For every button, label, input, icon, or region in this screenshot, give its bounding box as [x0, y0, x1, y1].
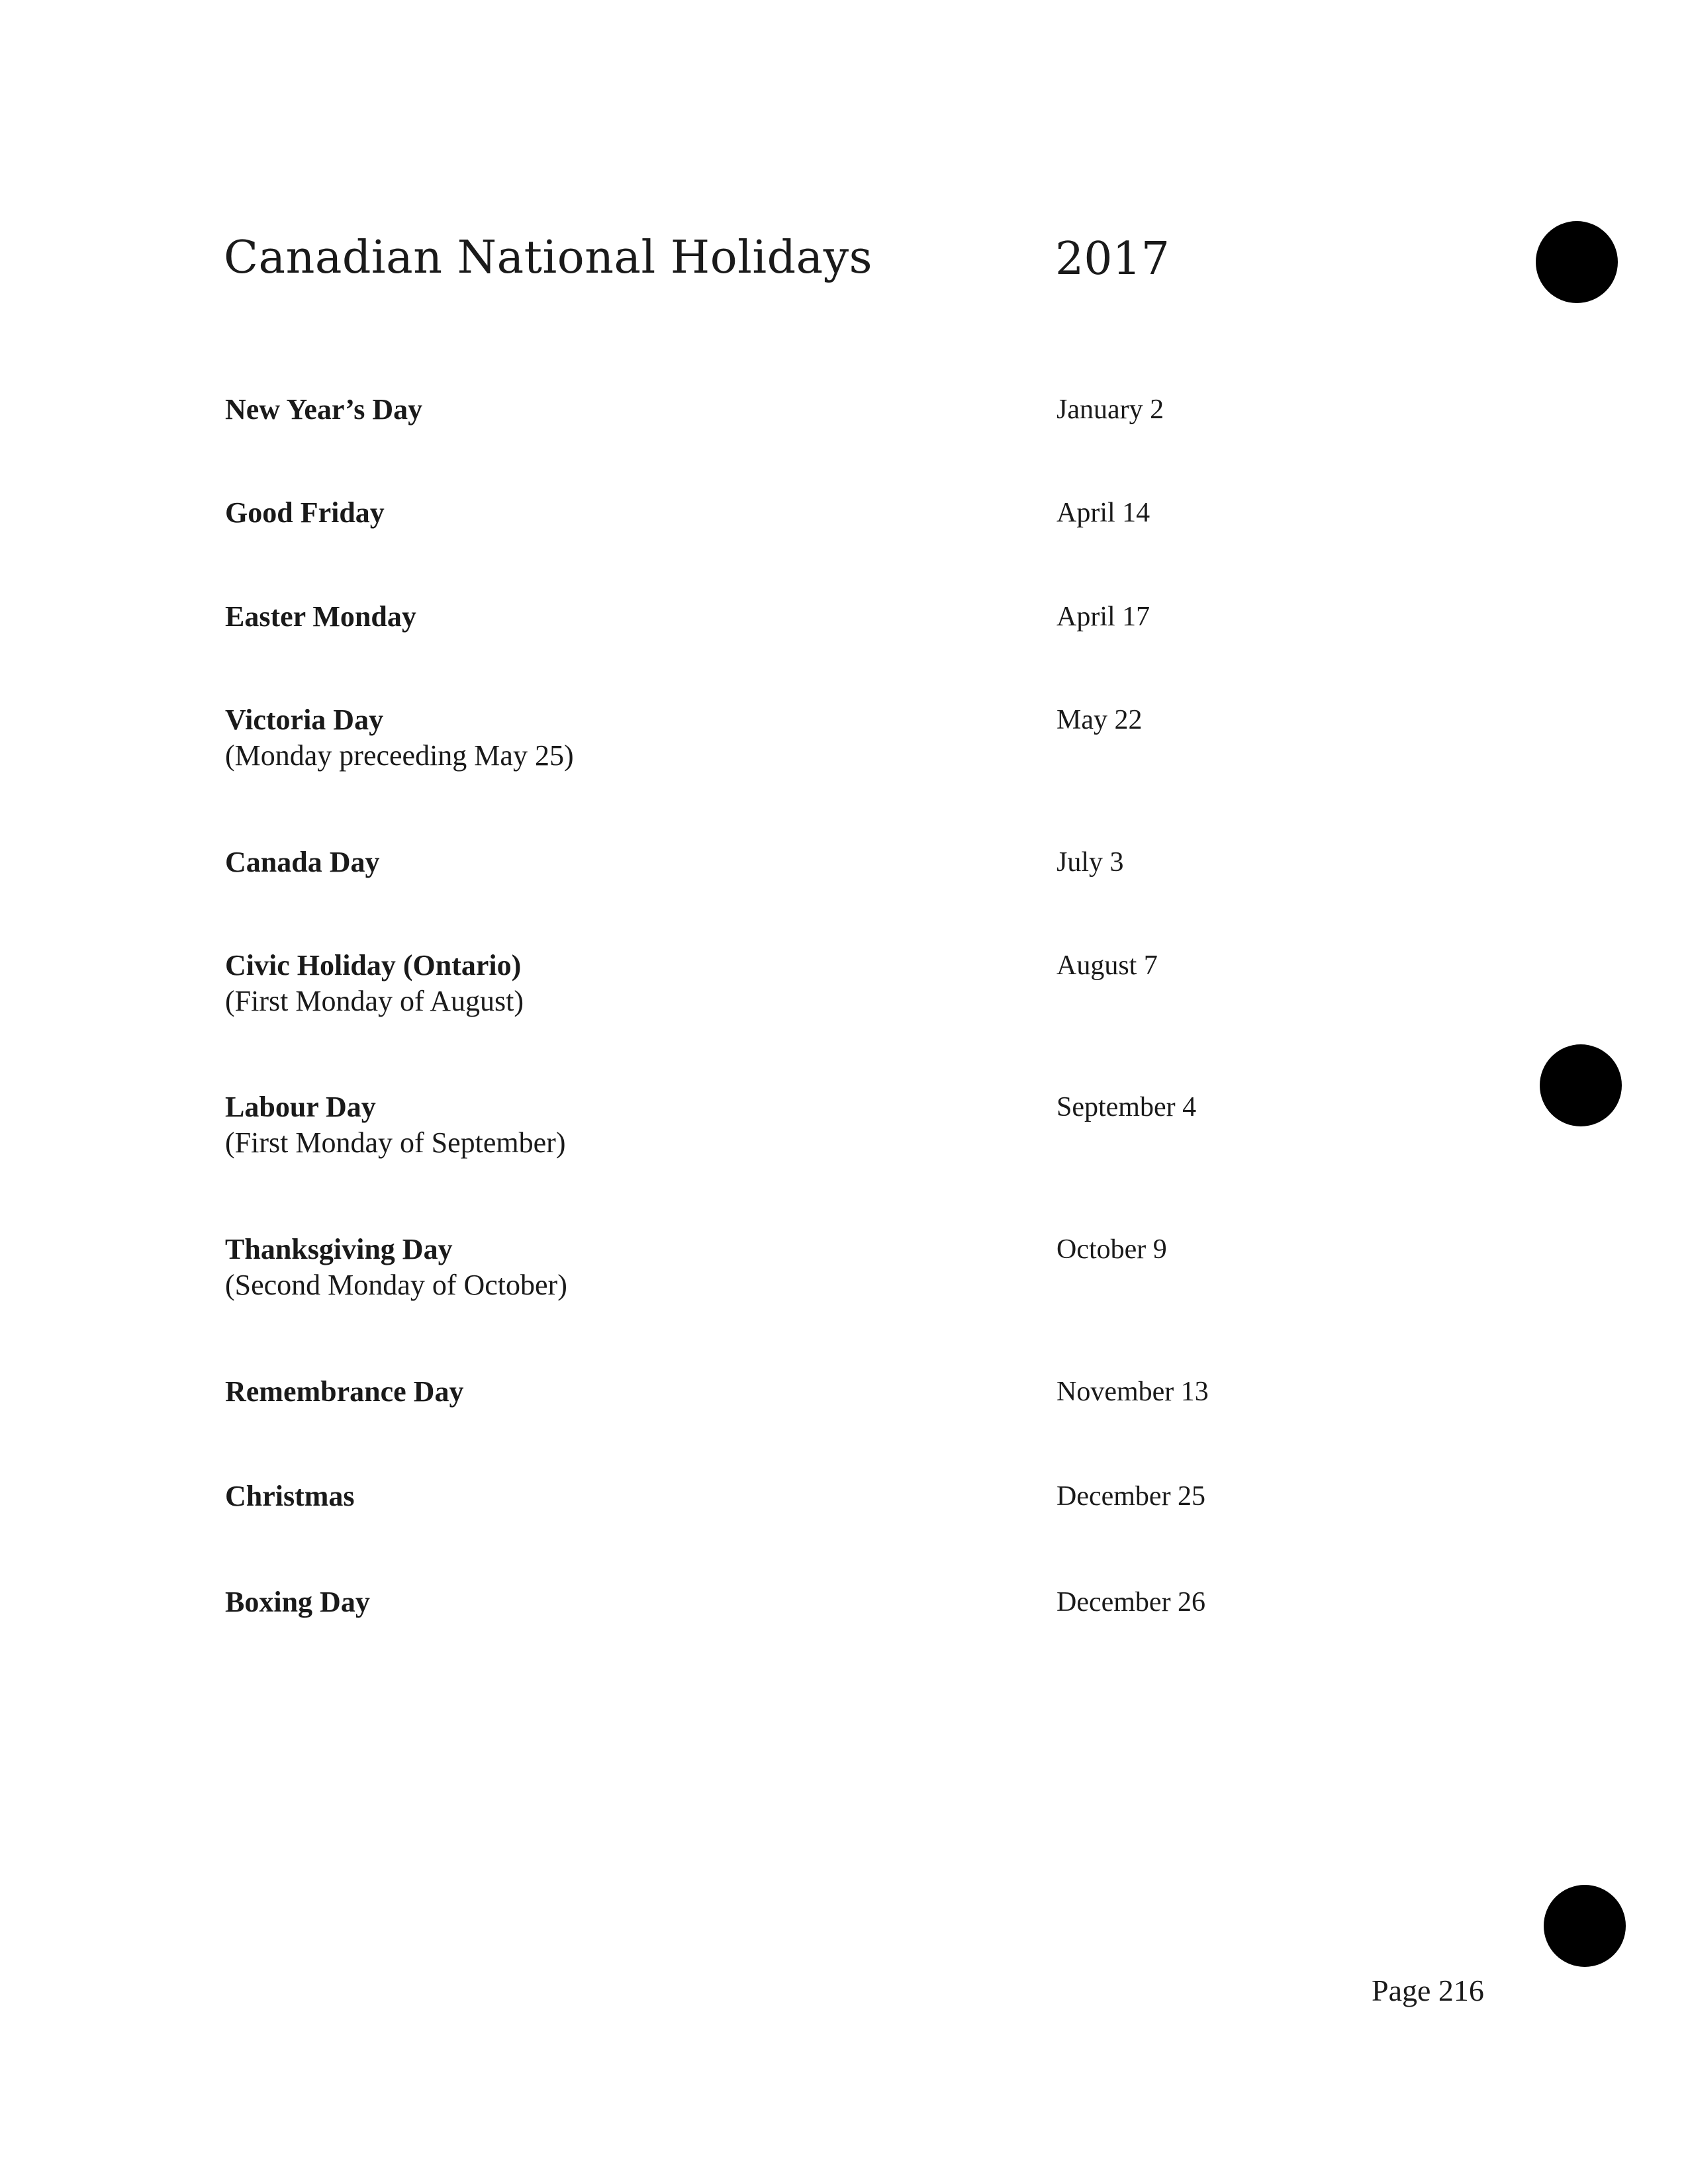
holiday-date: January 2 — [1056, 394, 1164, 425]
holiday-date: September 4 — [1056, 1092, 1197, 1122]
holiday-date: April 14 — [1056, 498, 1150, 528]
holiday-name: Thanksgiving Day — [225, 1233, 453, 1265]
holiday-name: Easter Monday — [225, 600, 416, 633]
holiday-note: (First Monday of August) — [225, 985, 524, 1017]
holiday-name: Labour Day — [225, 1091, 376, 1123]
binder-hole-bottom — [1544, 1885, 1626, 1967]
holiday-name: Civic Holiday (Ontario) — [225, 949, 522, 981]
holiday-note: (Monday preceeding May 25) — [225, 739, 574, 772]
holiday-name: Christmas — [225, 1480, 355, 1512]
holiday-date: November 13 — [1056, 1377, 1209, 1407]
holiday-date: May 22 — [1056, 705, 1143, 735]
holiday-name: Boxing Day — [225, 1586, 370, 1618]
holiday-date: December 25 — [1056, 1481, 1206, 1512]
holiday-date: December 26 — [1056, 1587, 1206, 1617]
page-number: Page 216 — [1372, 1974, 1484, 2007]
binder-hole-middle — [1540, 1044, 1622, 1126]
holiday-name: Remembrance Day — [225, 1375, 464, 1408]
holiday-name: Good Friday — [225, 496, 385, 529]
binder-hole-top — [1536, 221, 1618, 303]
page-year: 2017 — [1055, 233, 1170, 285]
holiday-note: (First Monday of September) — [225, 1126, 566, 1159]
holiday-date: July 3 — [1056, 847, 1124, 878]
page-title: Canadian National Holidays — [224, 232, 873, 284]
holiday-note: (Second Monday of October) — [225, 1269, 567, 1301]
holiday-date: October 9 — [1056, 1234, 1167, 1265]
holiday-name: Victoria Day — [225, 704, 384, 736]
holiday-date: August 7 — [1056, 950, 1158, 981]
holiday-name: Canada Day — [225, 846, 380, 878]
holiday-name: New Year’s Day — [225, 393, 423, 426]
holiday-date: April 17 — [1056, 602, 1150, 632]
